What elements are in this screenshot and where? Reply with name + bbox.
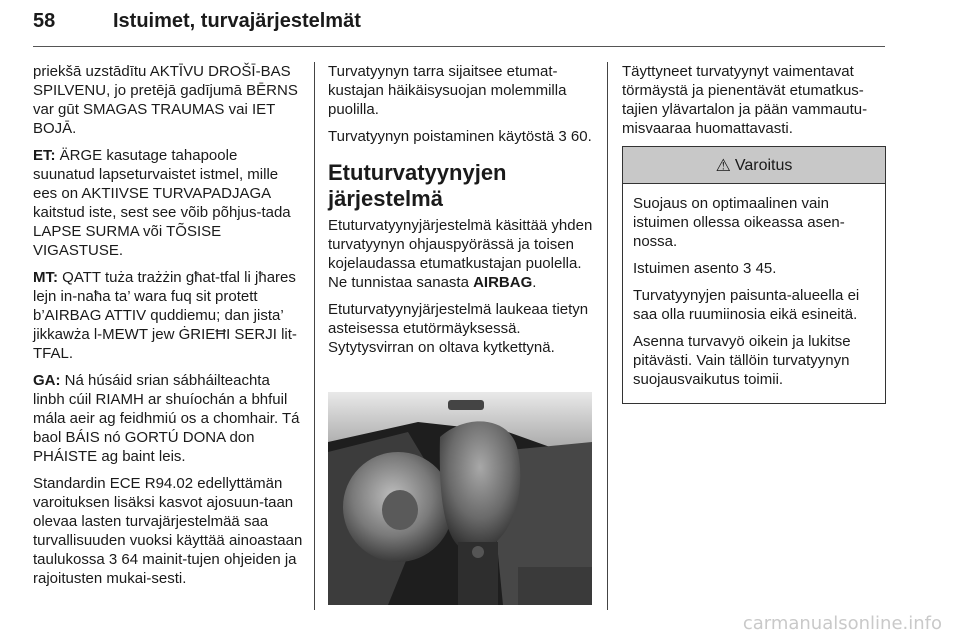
column-divider-1 [314, 62, 315, 610]
paragraph-irish [33, 371, 303, 466]
column-3 [622, 62, 888, 404]
airbag-word: AIRBAG [473, 274, 533, 291]
chapter-title: Istuimet, turvajärjestelmät [113, 10, 361, 32]
warning-paragraph-3: Turvatyynyjen paisunta-alueella ei saa olla ruumiinosia eikä esineitä. [633, 287, 860, 323]
column-divider-2 [607, 62, 608, 610]
inflation-paragraph: Täyttyneet turvatyynyt vaimentavat törmäystä ja pienentävät etumatkus-tajien ylävartalon ja pään vammautu-misvaaraa huomattavasti. [622, 63, 868, 137]
paragraph-latvian: priekšā uzstādītu AKTĪVU DROŠĪ-BAS SPILVENU, jo pretējā gadījumā BĒRNS var gūt SMAGAS TRAUMAS vai IET BOJĀ. [33, 63, 298, 137]
airbag-label-paragraph: Turvatyynyn tarra sijaitsee etumat-kustajan häikäisysuojan molemmilla puolilla. [328, 63, 567, 118]
column-2 [328, 62, 596, 365]
estonian-text: ÄRGE kasutage tahapoole suunatud lapseturvaistet istmel, mille ees on AKTIIVSE TURVAPADJAGA kaitstud iste, sest see võib põhjus-tada LAPSE SURMA või TÕSISE VIGASTUSE. [33, 147, 291, 259]
header-rule [33, 46, 885, 47]
warning-box [622, 146, 886, 404]
warning-paragraph-4: Asenna turvavyö oikein ja lukitse pitävästi. Vain tällöin turvatyynyn suojausvaikutus toimii. [633, 333, 851, 388]
system-description-paragraph [328, 216, 596, 292]
warning-paragraph-2: Istuimen asento 3 45. [633, 260, 777, 277]
page-header [33, 6, 885, 46]
airbag-deactivation-paragraph: Turvatyynyn poistaminen käytöstä 3 60. [328, 128, 592, 145]
warning-paragraph-1: Suojaus on optimaalinen vain istuimen ollessa oikeassa asen-nossa. [633, 195, 845, 250]
lang-label-ga: GA: [33, 372, 61, 389]
lang-label-mt: MT: [33, 269, 58, 286]
irish-text: Ná húsáid srian sábháilteachta linbh cúil RIAMH ar shuíochán a bhfuil mála aeir ag feidhmiú os a chomhair. Tá baol BÁIS nó GORTÚ DONA don PHÁISTE ag baint leis. [33, 372, 300, 465]
paragraph-maltese [33, 268, 303, 363]
column-1 [33, 62, 303, 596]
sentence-end: . [532, 274, 537, 291]
paragraph-finnish: Standardin ECE R94.02 edellyttämän varoituksen lisäksi kasvot ajosuun-taan olevaa lasten turvajärjestelmää saa turvallisuuden vuoksi käyttää ainoastaan taulukossa 3 64 mainit-tujen ohjeiden ja rajoitusten mukai-sesti. [33, 475, 303, 587]
watermark: carmanualsonline.info [742, 613, 942, 634]
warning-header [623, 147, 885, 184]
warning-body [623, 184, 885, 403]
system-description-text: Etuturvatyynyjärjestelmä käsittää yhden turvatyynyn ohjauspyörässä ja toisen kojelaudassa etumatkustajan puolella. Ne tunnistaa sanasta [328, 217, 593, 291]
maltese-text: QATT tuża trażżin għat-tfal li jħares lejn in-naħa ta’ wara fuq sit protett b’AIRBAG ATTIV quddiemu; dan jista’ jikkawża l-MEWT jew ĠRIEĦI SERJI lit-TFAL. [33, 269, 297, 362]
warning-title: Varoitus [734, 156, 793, 174]
airbag-illustration [328, 392, 592, 605]
lang-label-et: ET: [33, 147, 56, 164]
airbag-illustration-svg [328, 392, 592, 605]
page-number: 58 [33, 10, 56, 32]
deployment-paragraph: Etuturvatyynyjärjestelmä laukeaa tietyn asteisessa etutörmäyksessä. Sytytysvirran on oltava kytkettynä. [328, 301, 589, 356]
paragraph-estonian [33, 146, 303, 260]
warning-triangle-icon: ⚠ [715, 155, 731, 175]
section-title: Etuturvatyynyjen järjestelmä [328, 160, 507, 211]
